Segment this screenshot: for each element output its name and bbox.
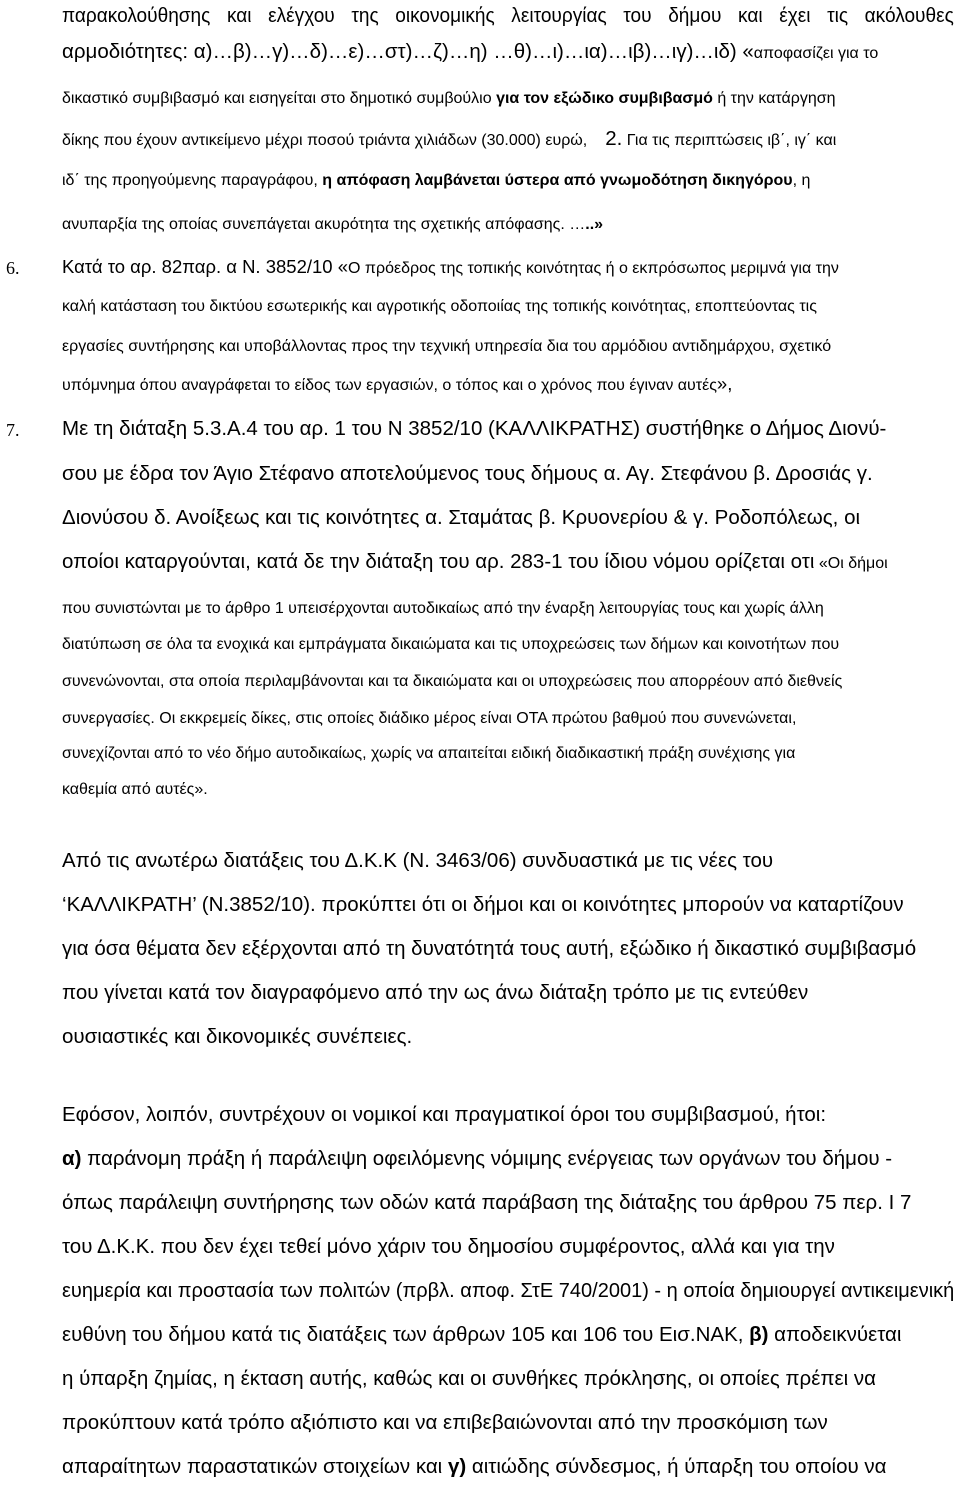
text-line: συνενώνονται, στα οποία περιλαμβάνονται και τα δικαιώματα και οι υποχρεώσεις που απορρέουν από διεθνείς [62, 673, 843, 690]
text-line: ιδ΄ της προηγούμενης παραγράφου, η απόφαση λαμβάνεται ύστερα από γνωμοδότηση δικηγόρου, η [62, 172, 811, 189]
text-line: υπόμνημα όπου αναγράφεται το είδος των εργασιών, ο τόπος και ο χρόνος που έγιναν αυτές», [62, 373, 733, 394]
text-line: ‘ΚΑΛΛΙΚΡΑΤΗ’ (Ν.3852/10). προκύπτει ότι οι δήμοι και οι κοινότητες μπορούν να καταρτίζουν [62, 893, 904, 916]
text-line: απαραίτητων παραστατικών στοιχείων και γ) αιτιώδης σύνδεσμος, ή ύπαρξη του οποίου να [62, 1455, 887, 1478]
text-line: όπως παράλειψη συντήρησης των οδών κατά παράβαση της διάταξης του άρθρου 75 περ. Ι 7 [62, 1191, 912, 1214]
text-line: του Δ.Κ.Κ. που δεν έχει τεθεί μόνο χάριν του δημοσίου συμφέροντος, αλλά και για την [62, 1235, 835, 1258]
text-line: καθεμία από αυτές». [62, 781, 208, 798]
text-line: δικαστικό συμβιβασμό και εισηγείται στο δημοτικό συμβούλιο για τον εξώδικο συμβιβασμό ή την κατάργηση [62, 90, 836, 107]
text-line: συνεργασίες. Οι εκκρεμείς δίκες, στις οποίες διάδικο μέρος είναι ΟΤΑ πρώτου βαθμού που συνενώνεται, [62, 710, 797, 727]
text-line: ουσιαστικές και δικονομικές συνέπειες. [62, 1025, 413, 1048]
text-line: δίκης που έχουν αντικείμενο μέχρι ποσού τριάντα χιλιάδων (30.000) ευρώ, 2. Για τις περιπτώσεις ιβ΄, ιγ΄ και [62, 127, 837, 150]
text-line: οποίοι καταργούνται, κατά δε την διάταξη του αρ. 283-1 του ίδιου νόμου ορίζεται οτι «Οι δήμοι [62, 550, 888, 573]
text-line: που γίνεται κατά τον διαγραφόμενο από την ως άνω διάταξη τρόπο με τις εντεύθεν [62, 981, 809, 1004]
text-line: ευθύνη του δήμου κατά τις διατάξεις των άρθρων 105 και 106 του Εισ.ΝΑΚ, β) αποδεικνύεται [62, 1323, 902, 1346]
text-line: Διονύσου δ. Ανοίξεως και τις κοινότητες α. Σταμάτας β. Κρυονερίου & γ. Ροδοπόλεως, οι [62, 506, 861, 529]
text-line: προκύπτουν κατά τρόπο αξιόπιστο και να επιβεβαιώνονται από την προσκόμιση των [62, 1411, 828, 1434]
text-line: εργασίες συντήρησης και υποβάλλοντας προς την τεχνική υπηρεσία δια του αρμόδιου αντιδημάρχου, σχετικό [62, 338, 832, 355]
text-line: α) παράνομη πράξη ή παράλειψη οφειλόμενης νόμιμης ενέργειας των οργάνων του δήμου - [62, 1147, 893, 1170]
text-line: ευημερία και προστασία των πολιτών (πρβλ. αποφ. ΣτΕ 740/2001) - η οποία δημιουργεί αντικειμενική [62, 1279, 955, 1302]
text-line: διατύπωση σε όλα τα ενοχικά και εμπράγματα δικαιώματα και τις υποχρεώσεις των δήμων και κοινοτήτων που [62, 636, 840, 653]
list-number: 6. [6, 258, 20, 278]
text-line: Με τη διάταξη 5.3.Α.4 του αρ. 1 του Ν 3852/10 (ΚΑΛΛΙΚΡΑΤΗΣ) συστήθηκε ο Δήμος Διονύ- [62, 417, 887, 440]
text-line: Από τις ανωτέρω διατάξεις του Δ.Κ.Κ (Ν. 3463/06) συνδυαστικά με τις νέες του [62, 849, 774, 872]
text-line: η ύπαρξη ζημίας, η έκταση αυτής, καθώς και οι συνθήκες πρόκλησης, οι οποίες πρέπει να [62, 1367, 876, 1390]
text-line: καλή κατάσταση του δικτύου εσωτερικής και αγροτικής οδοποιίας της τοπικής κοινότητας, εποπτεύοντας τις [62, 298, 817, 315]
list-number: 7. [6, 420, 20, 440]
text-line: που συνιστώνται με το άρθρο 1 υπεισέρχονται αυτοδικαίως από την έναρξη λειτουργίας τους και χωρίς άλλη [62, 600, 824, 617]
text-line: παρακολούθησης και ελέγχου της οικονομικής λειτουργίας του δήμου και έχει τις ακόλουθες [62, 4, 954, 27]
text-line: αρμοδιότητες: α)…β)…γ)…δ)…ε)…στ)…ζ)…η) …θ)…ι)…ια)…ιβ)…ιγ)…ιδ) «αποφασίζει για το [62, 40, 879, 63]
text-line: ανυπαρξία της οποίας συνεπάγεται ακυρότητα της σχετικής απόφασης. …..» [62, 216, 604, 233]
text-line: Εφόσον, λοιπόν, συντρέχουν οι νομικοί και πραγματικοί όροι του συμβιβασμού, ήτοι: [62, 1103, 827, 1126]
text-line: σου με έδρα τον Άγιο Στέφανο αποτελούμενος τους δήμους α. Αγ. Στεφάνου β. Δροσιάς γ. [62, 462, 873, 485]
text-line: Κατά το αρ. 82παρ. α Ν. 3852/10 «Ο πρόεδρος της τοπικής κοινότητας ή ο εκπρόσωπος μεριμνά για την [62, 256, 839, 277]
text-line: συνεχίζονται από το νέο δήμο αυτοδικαίως, χωρίς να απαιτείται ειδική διαδικαστική πράξη συνέχισης για [62, 745, 796, 762]
text-line: για όσα θέματα δεν εξέρχονται από τη δυνατότητά τους αυτή, εξώδικο ή δικαστικό συμβιβασμό [62, 937, 917, 960]
